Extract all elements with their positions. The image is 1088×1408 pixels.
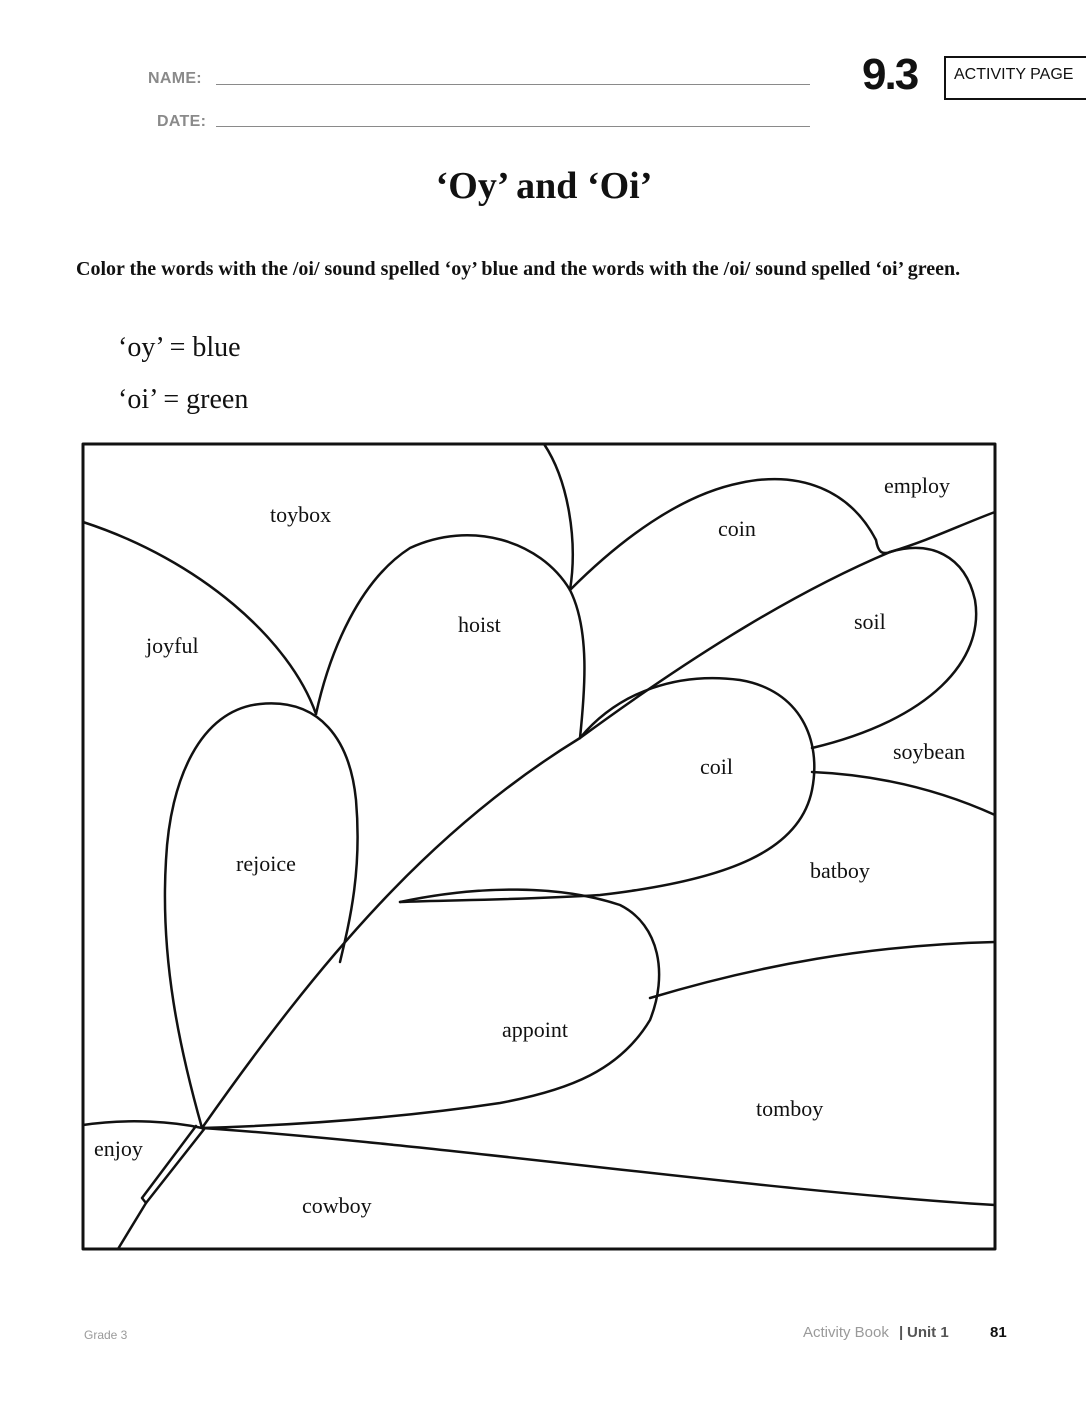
word-toybox[interactable]: toybox xyxy=(270,502,332,527)
word-joyful[interactable]: joyful xyxy=(146,633,199,658)
page-title: ‘Oy’ and ‘Oi’ xyxy=(435,165,653,207)
word-enjoy[interactable]: enjoy xyxy=(94,1136,143,1161)
name-label: NAME: xyxy=(148,70,202,87)
line-enjoy xyxy=(83,1121,202,1128)
line-toybox-coin xyxy=(544,444,573,590)
word-coil[interactable]: coil xyxy=(700,754,733,779)
footer-separator: | xyxy=(899,1324,904,1341)
leaf-rejoice xyxy=(165,703,358,1128)
activity-label: ACTIVITY PAGE xyxy=(954,66,1074,83)
word-cowboy[interactable]: cowboy xyxy=(302,1193,372,1218)
footer-book: Activity Book xyxy=(803,1324,889,1341)
word-tomboy[interactable]: tomboy xyxy=(756,1096,824,1121)
footer-unit: Unit 1 xyxy=(907,1324,949,1341)
line-batboy-tomboy xyxy=(650,942,995,998)
footer-grade: Grade 3 xyxy=(84,1328,128,1342)
word-soil[interactable]: soil xyxy=(854,609,886,634)
key-oy-blue: ‘oy’ = blue xyxy=(118,332,241,363)
word-rejoice[interactable]: rejoice xyxy=(236,851,296,876)
activity-number: 9.3 xyxy=(862,50,918,99)
key-oi-green: ‘oi’ = green xyxy=(118,384,249,415)
stem-base-inner xyxy=(146,1128,205,1203)
date-label: DATE: xyxy=(157,113,207,130)
instructions: Color the words with the /oi/ sound spelled ‘oy’ blue and the words with the /oi/ sound spelled ‘oi’ green. xyxy=(76,258,961,280)
word-hoist[interactable]: hoist xyxy=(458,612,501,637)
page-number: 81 xyxy=(990,1324,1007,1341)
leaf-hoist xyxy=(316,535,584,738)
line-soybean-batboy xyxy=(812,772,995,815)
word-soybean[interactable]: soybean xyxy=(893,739,966,764)
leaf-soil xyxy=(812,548,976,748)
line-toybox-joyful xyxy=(83,522,316,714)
leaf-coil xyxy=(400,678,814,902)
vein-employ xyxy=(890,512,995,552)
word-coin[interactable]: coin xyxy=(718,516,756,541)
leaf-appoint xyxy=(202,890,659,1128)
word-appoint[interactable]: appoint xyxy=(502,1017,568,1042)
word-batboy[interactable]: batboy xyxy=(810,858,870,883)
word-employ[interactable]: employ xyxy=(884,473,950,498)
